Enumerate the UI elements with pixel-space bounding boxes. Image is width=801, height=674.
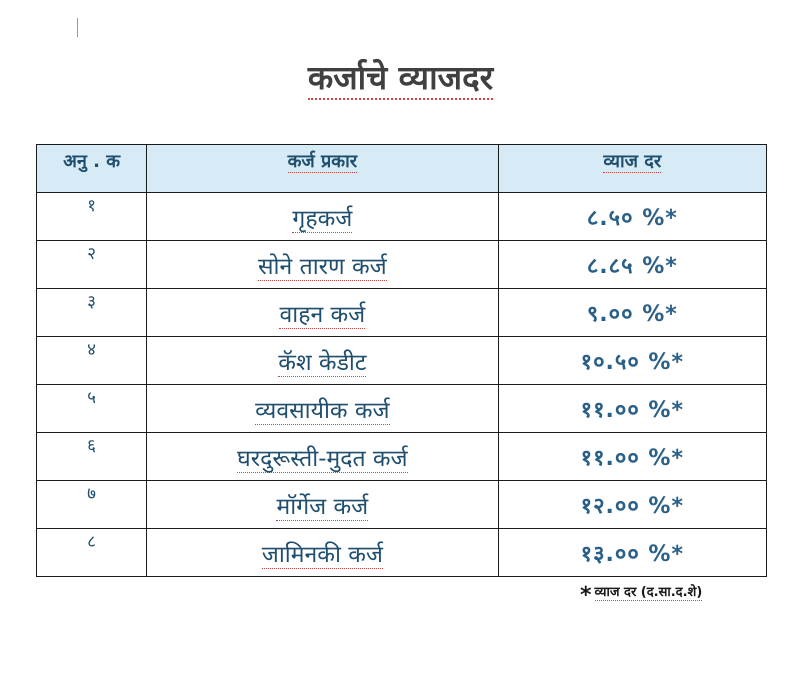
row-rate: १०.५० %*	[498, 337, 766, 385]
text-cursor	[77, 18, 78, 37]
row-serial: ४	[37, 337, 147, 385]
row-loan-type-text: कॅश केडीट	[278, 349, 367, 376]
row-loan-type	[147, 385, 498, 433]
interest-rate-table	[36, 144, 767, 577]
row-loan-type	[147, 337, 498, 385]
page-title-text: कर्जाचे व्याजदर	[308, 58, 493, 100]
table-row	[37, 337, 767, 385]
row-rate: १२.०० %*	[498, 481, 766, 529]
header-loan-type	[147, 145, 498, 193]
table-header-row	[37, 145, 767, 193]
table-row	[37, 529, 767, 577]
header-interest-rate-text: व्याज दर	[603, 151, 662, 172]
row-loan-type	[147, 529, 498, 577]
row-loan-type-text: मॉर्गेज कर्ज	[276, 493, 369, 520]
row-serial: ८	[37, 529, 147, 577]
table-row	[37, 241, 767, 289]
row-rate: ११.०० %*	[498, 385, 766, 433]
header-loan-type-text: कर्ज प्रकार	[287, 151, 358, 172]
row-rate: १३.०० %*	[498, 529, 766, 577]
row-loan-type-text: घरदुरूस्ती-मुदत कर्ज	[237, 445, 408, 472]
row-serial: ७	[37, 481, 147, 529]
row-rate: ८.८५ %*	[498, 241, 766, 289]
row-loan-type-text: सोने तारण कर्ज	[258, 253, 387, 280]
footnote-asterisk: *	[580, 583, 592, 608]
row-loan-type	[147, 241, 498, 289]
header-serial-number: अनु . क	[37, 145, 147, 193]
footnote-text: व्याज दर (द.सा.द.शे)	[594, 585, 703, 600]
table-row	[37, 193, 767, 241]
row-loan-type	[147, 433, 498, 481]
footnote	[580, 582, 702, 608]
row-rate: ९.०० %*	[498, 289, 766, 337]
row-serial: २	[37, 241, 147, 289]
row-loan-type	[147, 289, 498, 337]
header-interest-rate	[498, 145, 766, 193]
table-row	[37, 481, 767, 529]
row-loan-type-text: गृहकर्ज	[292, 205, 353, 232]
row-loan-type	[147, 193, 498, 241]
row-serial: ३	[37, 289, 147, 337]
row-serial: ५	[37, 385, 147, 433]
row-loan-type-text: वाहन कर्ज	[279, 301, 366, 328]
row-rate: ८.५० %*	[498, 193, 766, 241]
table-row	[37, 289, 767, 337]
row-serial: १	[37, 193, 147, 241]
page-title	[0, 54, 801, 102]
row-loan-type-text: व्यवसायीक कर्ज	[255, 397, 390, 424]
row-serial: ६	[37, 433, 147, 481]
row-loan-type	[147, 481, 498, 529]
row-rate: ११.०० %*	[498, 433, 766, 481]
table-row	[37, 433, 767, 481]
table-row	[37, 385, 767, 433]
row-loan-type-text: जामिनकी कर्ज	[261, 541, 383, 568]
